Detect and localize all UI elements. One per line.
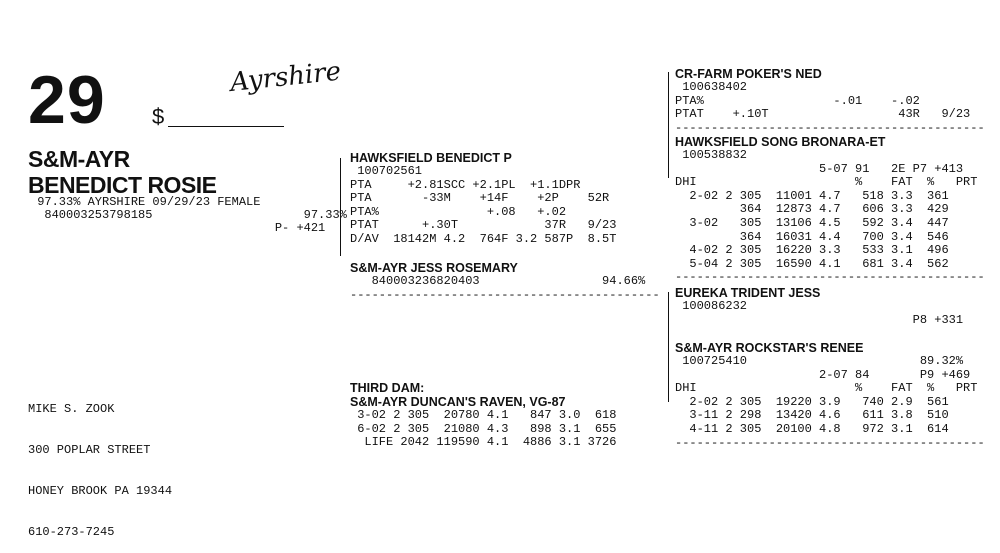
animal-info-line: 97.33% AYRSHIRE 09/29/23 FEMALE — [30, 195, 261, 209]
sire-line: PTA% +.08 +.02 — [350, 204, 567, 219]
sire-line: PTAT +.30T 37R 9/23 — [350, 218, 617, 233]
third-dam-line: 3-02 2 305 20780 4.1 847 3.0 618 — [350, 408, 617, 422]
dam-name: S&M-AYR JESS ROSEMARY — [350, 261, 518, 275]
sire-sire-line: 100638402 — [675, 80, 748, 94]
dam-sire-line: P8 +331 — [675, 312, 964, 327]
consignor-name: MIKE S. ZOOK — [28, 402, 115, 417]
sire-sire-rule: ------------------------------------------- — [675, 120, 985, 135]
dam-dam-line: 100725410 89.32% — [675, 354, 964, 368]
pedigree-line-sire-sire — [668, 72, 669, 178]
sire-dam-line: 364 12873 4.7 606 3.3 429 — [675, 202, 949, 217]
pedigree-line-sire — [340, 158, 341, 256]
dam-dam-name: S&M-AYR ROCKSTAR'S RENEE — [675, 341, 864, 355]
third-dam-label: THIRD DAM: — [350, 381, 425, 395]
sire-dam-line: 3-02 305 13106 4.5 592 3.4 447 — [675, 215, 949, 230]
price-blank-line — [168, 126, 284, 127]
consignor-block — [28, 376, 172, 553]
dam-sire-line: 100086232 — [675, 299, 748, 313]
sire-dam-line: 100538832 — [675, 148, 748, 162]
dam-dam-line: 3-11 2 298 13420 4.6 611 3.8 510 — [675, 408, 949, 423]
third-dam-block — [350, 381, 616, 450]
sire-dam-line: 5-04 2 305 16590 4.1 681 3.4 562 — [675, 256, 949, 271]
sire-dam-line: 364 16031 4.4 700 3.4 546 — [675, 229, 949, 244]
sire-name: HAWKSFIELD BENEDICT P — [350, 151, 512, 165]
dam-rule: ------------------------------------------- — [350, 287, 660, 302]
sire-dam-line: 5-07 91 2E P7 +413 — [675, 161, 964, 176]
sire-dam-line: 4-02 2 305 16220 3.3 533 3.1 496 — [675, 243, 949, 258]
consignor-phone: 610-273-7245 — [28, 524, 115, 539]
sire-dam-line: 2-02 2 305 11001 4.7 518 3.3 361 — [675, 188, 949, 203]
animal-pta-line: P- +421 — [30, 221, 326, 235]
animal-name-line2: BENEDICT ROSIE — [28, 172, 217, 198]
price-symbol: $ — [152, 104, 165, 129]
third-dam-line: 6-02 2 305 21080 4.3 898 3.1 655 — [350, 421, 617, 436]
sire-sire-block — [675, 67, 985, 135]
dam-dam-line: 2-07 84 P9 +469 — [675, 367, 971, 382]
third-dam-line: LIFE 2042 119590 4.1 4886 3.1 3726 — [350, 435, 617, 450]
consignor-street: 300 POPLAR STREET — [28, 442, 151, 457]
lot-number: 29 — [28, 62, 106, 138]
dam-sire-name: EUREKA TRIDENT JESS — [675, 286, 821, 300]
dam-dam-line: DHI % FAT % PRT — [675, 381, 978, 396]
sire-dam-name: HAWKSFIELD SONG BRONARA-ET — [675, 135, 886, 149]
dam-dam-block — [675, 341, 985, 450]
dam-dam-rule: ------------------------------------------- — [675, 435, 985, 450]
animal-name-line1: S&M-AYR — [28, 146, 130, 172]
consignor-city: HONEY BROOK PA 19344 — [28, 483, 173, 498]
sire-dam-line: DHI % FAT % PRT — [675, 175, 978, 190]
animal-id-line: 840003253798185 97.33% — [30, 208, 347, 222]
dam-line: 840003236820403 94.66% — [350, 274, 646, 288]
sire-line: D/AV 18142M 4.2 764F 3.2 587P 8.5T — [350, 231, 617, 246]
sire-line: PTA -33M +14F +2P 52R — [350, 191, 610, 206]
third-dam-name: S&M-AYR DUNCAN'S RAVEN, VG-87 — [350, 395, 566, 409]
sire-sire-line: PTAT +.10T 43R 9/23 — [675, 107, 971, 122]
breed-script: Ayrshire — [228, 56, 343, 98]
dam-dam-line: 4-11 2 305 20100 4.8 972 3.1 614 — [675, 421, 949, 436]
sire-block — [350, 151, 616, 247]
dam-sire-block — [675, 286, 963, 327]
sire-sire-name: CR-FARM POKER'S NED — [675, 67, 822, 81]
sire-dam-rule: ------------------------------------------- — [675, 270, 985, 285]
sire-sire-line: PTA% -.01 -.02 — [675, 93, 920, 108]
sire-dam-block — [675, 135, 985, 285]
pedigree-line-dam-sire — [668, 292, 669, 402]
dam-dam-line: 2-02 2 305 19220 3.9 740 2.9 561 — [675, 394, 949, 409]
sire-line: PTA +2.81SCC +2.1PL +1.1DPR — [350, 177, 581, 192]
dam-block — [350, 261, 660, 302]
sire-line: 100702561 — [350, 164, 423, 178]
